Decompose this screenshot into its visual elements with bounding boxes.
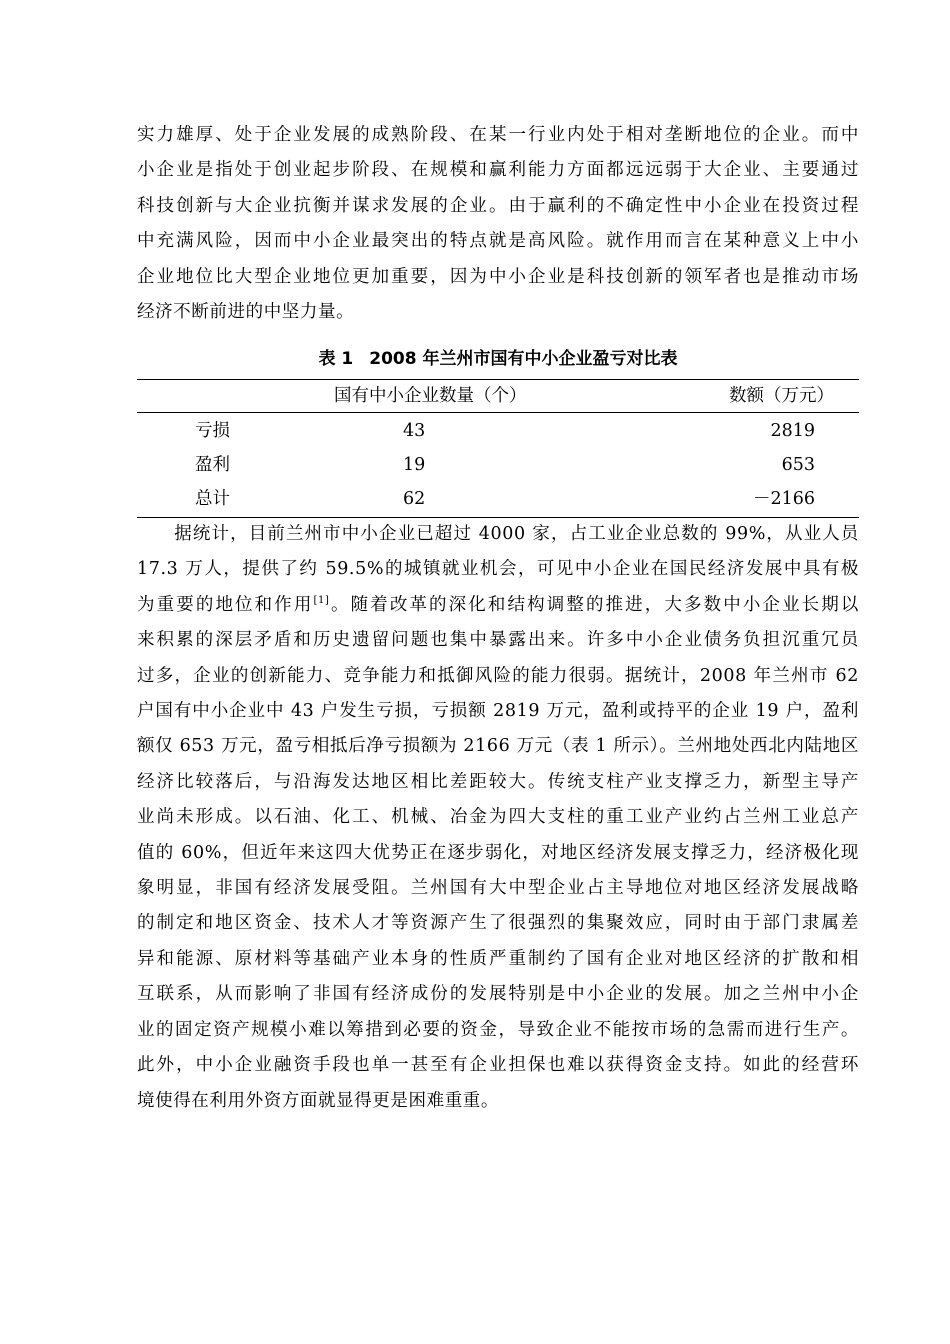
paragraph-line: 此外，中小企业融资手段也单一甚至有企业担保也难以获得资金支持。如此的经营环	[137, 1055, 859, 1076]
data-table	[137, 379, 859, 518]
citation-reference[interactable]: [1]	[313, 594, 330, 606]
paragraph-line: 户国有中小企业中 43 户发生亏损，亏损额 2819 万元，盈利或持平的企业 19 户，盈利	[137, 701, 859, 722]
row-amount: －2166	[752, 489, 815, 509]
table-caption-title: 2008 年兰州市国有中小企业盈亏对比表	[369, 349, 678, 369]
paragraph-line: 来积累的深层矛盾和历史遗留问题也集中暴露出来。许多中小企业债务负担沉重冗员	[137, 630, 859, 651]
table-row	[137, 449, 859, 483]
paragraph-line: 企业地位比大型企业地位更加重要，因为中小企业是科技创新的领军者也是推动市场	[137, 266, 859, 287]
table-header-row	[137, 380, 859, 413]
paragraph-line: 的制定和地区资金、技术人才等资源产生了很强烈的集聚效应，同时由于部门隶属差	[137, 913, 859, 934]
table-header-amount: 数额（万元）	[729, 386, 834, 406]
row-count: 43	[403, 421, 426, 441]
paragraph-line: 异和能源、原材料等基础产业本身的性质严重制约了国有企业对地区经济的扩散和相	[137, 948, 859, 969]
paragraph-line	[137, 588, 859, 623]
row-count: 19	[403, 455, 426, 475]
paragraph-line: 科技创新与大企业抗衡并谋求发展的企业。由于赢利的不确定性中小企业在投资过程	[137, 195, 859, 216]
row-label: 亏损	[195, 421, 230, 441]
row-label: 盈利	[195, 455, 230, 475]
paragraph-2	[137, 517, 859, 1119]
paragraph-text: 。随着改革的深化和结构调整的推进，大多数中小企业长期以	[329, 594, 859, 615]
paragraph-line: 经济不断前进的中坚力量。	[137, 302, 355, 323]
paragraph-line: 业的固定资产规模小难以筹措到必要的资金，导致企业不能按市场的急需而进行生产。	[137, 1019, 859, 1040]
paragraph-line: 互联系，从而影响了非国有经济成份的发展特别是中小企业的发展。加之兰州中小企	[137, 984, 859, 1005]
paragraph-line: 值的 60%，但近年来这四大优势正在逐步弱化，对地区经济发展支撑乏力，经济极化现	[137, 842, 859, 863]
table-header-count: 国有中小企业数量（个）	[334, 386, 527, 406]
table-row	[137, 415, 859, 449]
table-caption	[137, 348, 859, 370]
paragraph-line: 过多，企业的创新能力、竞争能力和抵御风险的能力很弱。据统计，2008 年兰州市 62	[137, 665, 859, 686]
paragraph-line: 实力雄厚、处于企业发展的成熟阶段、在某一行业内处于相对垄断地位的企业。而中	[137, 125, 859, 145]
table-row	[137, 483, 859, 517]
paragraph-line: 象明显，非国有经济发展受阻。兰州国有大中型企业占主导地位对地区经济发展战略	[137, 878, 859, 899]
paragraph-line: 17.3 万人，提供了约 59.5%的城镇就业机会，可见中小企业在国民经济发展中具有极	[137, 559, 859, 580]
paragraph-line: 据统计，目前兰州市中小企业已超过 4000 家，占工业企业总数的 99%，从业人员	[137, 524, 859, 544]
row-count: 62	[403, 489, 426, 509]
paragraph-line: 中充满风险，因而中小企业最突出的特点就是高风险。就作用而言在某种意义上中小	[137, 231, 859, 252]
row-amount: 2819	[770, 421, 815, 441]
table-caption-number: 表 1	[318, 349, 354, 369]
row-label: 总计	[195, 489, 230, 509]
paragraph-text: 为重要的地位和作用	[137, 594, 314, 615]
paragraph-line: 业尚未形成。以石油、化工、机械、冶金为四大支柱的重工业产业约占兰州工业总产	[137, 807, 859, 828]
paragraph-line: 小企业是指处于创业起步阶段、在规模和赢利能力方面都远远弱于大企业、主要通过	[137, 160, 859, 181]
row-amount: 653	[781, 455, 815, 475]
paragraph-line: 境使得在利用外资方面就显得更是困难重重。	[137, 1090, 499, 1111]
paragraph-line: 经济比较落后，与沿海发达地区相比差距较大。传统支柱产业支撑乏力，新型主导产	[137, 771, 859, 792]
paragraph-line: 额仅 653 万元，盈亏相抵后净亏损额为 2166 万元（表 1 所示）。兰州地处西北内陆地区	[137, 736, 859, 757]
paragraph-1	[137, 118, 859, 330]
